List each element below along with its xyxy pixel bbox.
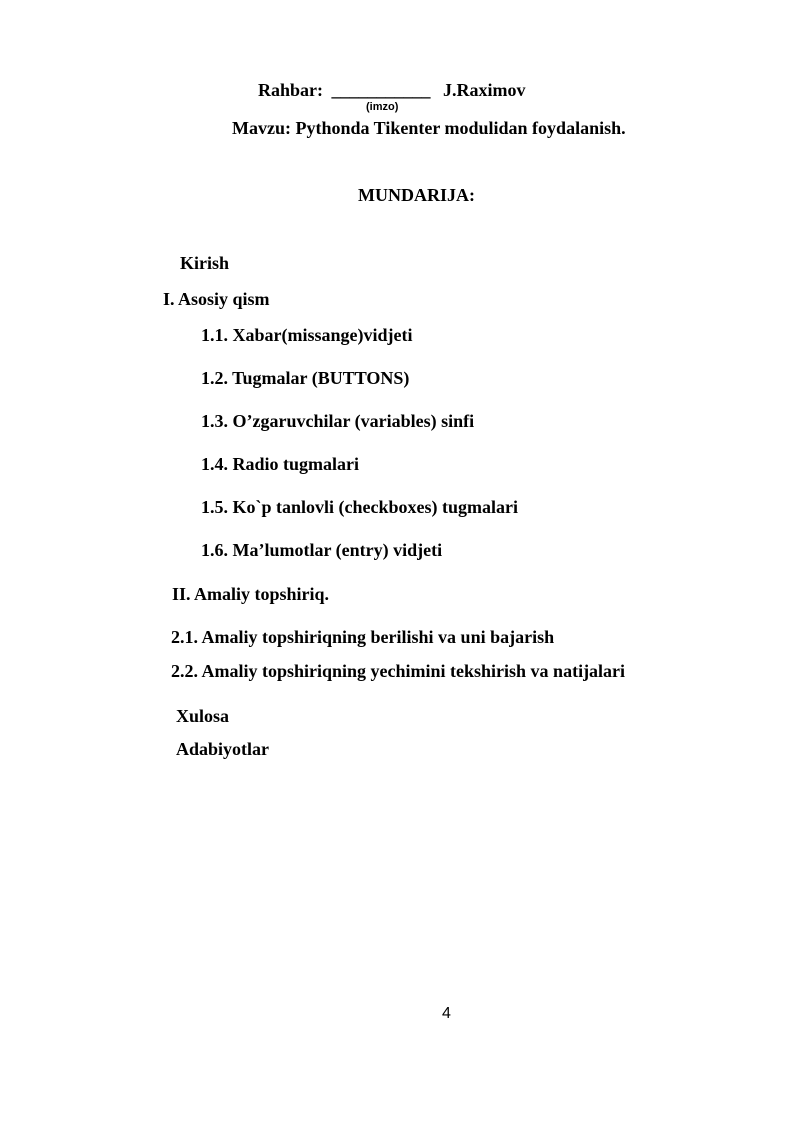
toc-item-conclusion: Xulosa [176, 706, 230, 726]
toc-item-1-6: 1.6. Ma’lumotlar (entry) vidjeti [201, 540, 443, 560]
toc-item-practical-part: II. Amaliy topshiriq. [172, 584, 330, 604]
toc-item-introduction: Kirish [180, 253, 230, 273]
supervisor-line [258, 79, 526, 101]
signature-hint: (imzo) [366, 101, 399, 113]
toc-item-1-5: 1.5. Ko`p tanlovli (checkboxes) tugmalari [201, 497, 518, 517]
toc-item-1-3: 1.3. O’zgaruvchilar (variables) sinfi [201, 411, 475, 431]
supervisor-name: J.Raximov [443, 80, 526, 100]
supervisor-label: Rahbar: [258, 80, 324, 100]
toc-item-1-2: 1.2. Tugmalar (BUTTONS) [201, 368, 410, 388]
toc-item-1-4: 1.4. Radio tugmalari [201, 454, 360, 474]
toc-item-2-2: 2.2. Amaliy topshiriqning yechimini tekshirish va natijalari [171, 661, 626, 681]
toc-item-main-part: I. Asosiy qism [163, 289, 270, 309]
toc-heading: MUNDARIJA: [358, 185, 475, 205]
toc-item-references: Adabiyotlar [176, 739, 270, 759]
signature-blank: ___________ [331, 80, 431, 100]
topic-title: Mavzu: Pythonda Tikenter modulidan foydalanish. [232, 118, 626, 138]
toc-item-1-1: 1.1. Xabar(missange)vidjeti [201, 325, 413, 345]
toc-item-2-1: 2.1. Amaliy topshiriqning berilishi va uni bajarish [171, 627, 555, 647]
page-number: 4 [442, 1005, 451, 1022]
